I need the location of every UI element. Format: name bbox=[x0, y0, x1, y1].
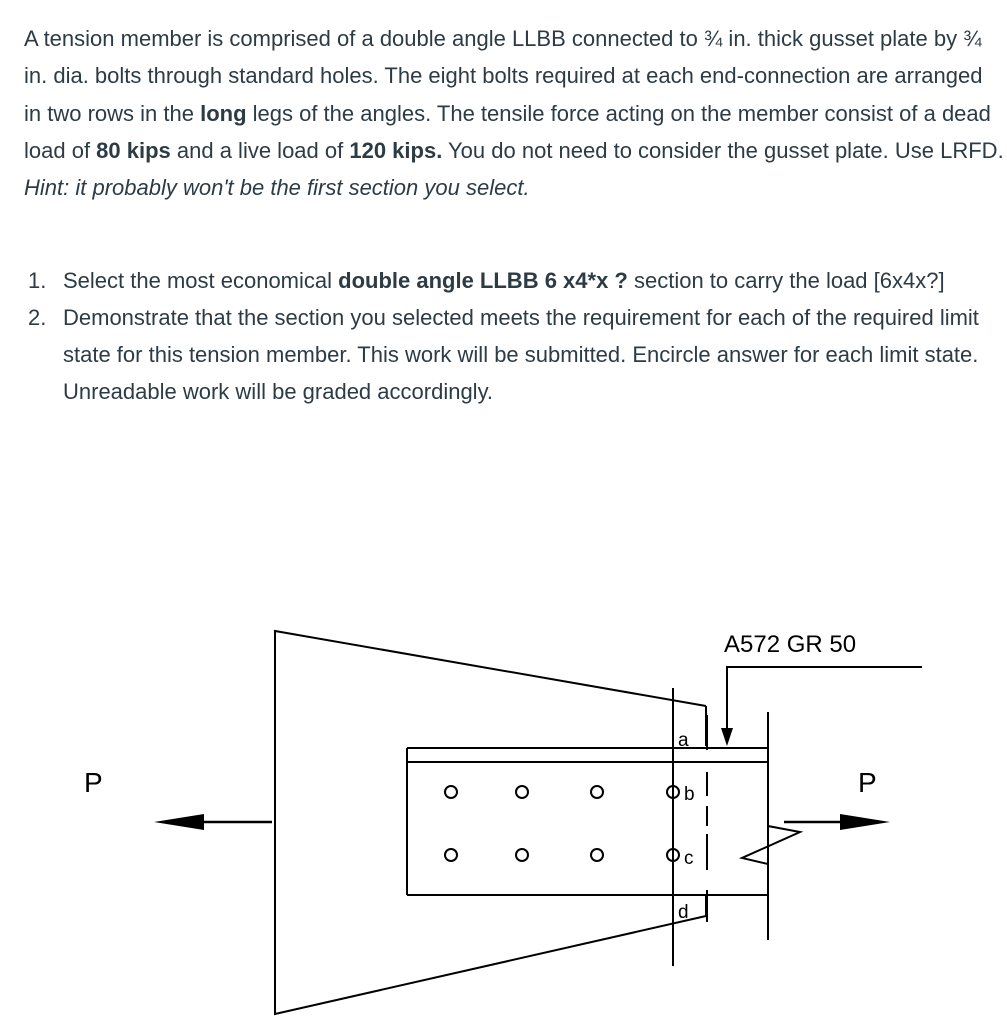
problem-text-4: You do not need to consider the gusset plate. Use LRFD. bbox=[442, 137, 1004, 163]
leader-arrowhead bbox=[721, 728, 733, 746]
problem-long: long bbox=[200, 100, 247, 126]
problem-text-2: legs of the angles. The tensile force acting on the member consist of a dead load of bbox=[24, 100, 991, 163]
question-2 bbox=[24, 299, 984, 410]
question-list bbox=[24, 262, 984, 410]
bolt-hole bbox=[591, 786, 603, 798]
section-label-a: a bbox=[678, 730, 689, 751]
problem-text-3: and a live load of bbox=[170, 137, 350, 163]
bolt-hole bbox=[516, 786, 528, 798]
connection-diagram bbox=[0, 600, 1007, 1024]
section-label-c: c bbox=[684, 848, 694, 869]
question-1-section: double angle LLBB 6 x4*x ? bbox=[338, 268, 628, 293]
question-1 bbox=[24, 262, 984, 299]
load-label-right: P bbox=[858, 767, 877, 798]
live-load: 120 kips. bbox=[349, 137, 443, 163]
hint-text: Hint: it probably won't be the first section you select. bbox=[24, 175, 530, 201]
bolt-hole bbox=[516, 849, 528, 861]
break-line bbox=[742, 780, 800, 895]
question-1-number: 1. bbox=[28, 268, 47, 293]
problem-text-1: A tension member is comprised of a double angle LLBB connected to ¾ in. thick gusset plate by ¾ in. dia. bolts through standard holes. The eight bolts required at each end-connection are arranged in two rows in the bbox=[24, 26, 983, 126]
bolt-hole bbox=[591, 849, 603, 861]
bolt-hole bbox=[445, 849, 457, 861]
right-load-arrowhead bbox=[840, 814, 890, 830]
gusset-plate bbox=[275, 631, 706, 1014]
left-load-arrowhead bbox=[154, 814, 204, 830]
section-label-d: d bbox=[678, 902, 689, 923]
bolt-hole bbox=[445, 786, 457, 798]
question-2-number: 2. bbox=[28, 305, 47, 330]
dead-load: 80 kips bbox=[96, 137, 171, 163]
problem-statement bbox=[24, 20, 1004, 206]
material-label: A572 GR 50 bbox=[724, 631, 857, 658]
load-label-left: P bbox=[84, 767, 103, 798]
question-1-text-a: Select the most economical bbox=[63, 268, 339, 293]
material-leader bbox=[727, 667, 922, 742]
question-1-text-c: section to carry the load [6x4x?] bbox=[627, 268, 945, 293]
question-2-text: Demonstrate that the section you selected meets the requirement for each of the required limit state for this tension member. This work will be submitted. Encircle answer for each limit state. Unreadable work will be graded accordingly. bbox=[63, 305, 979, 404]
section-label-b: b bbox=[684, 784, 695, 805]
